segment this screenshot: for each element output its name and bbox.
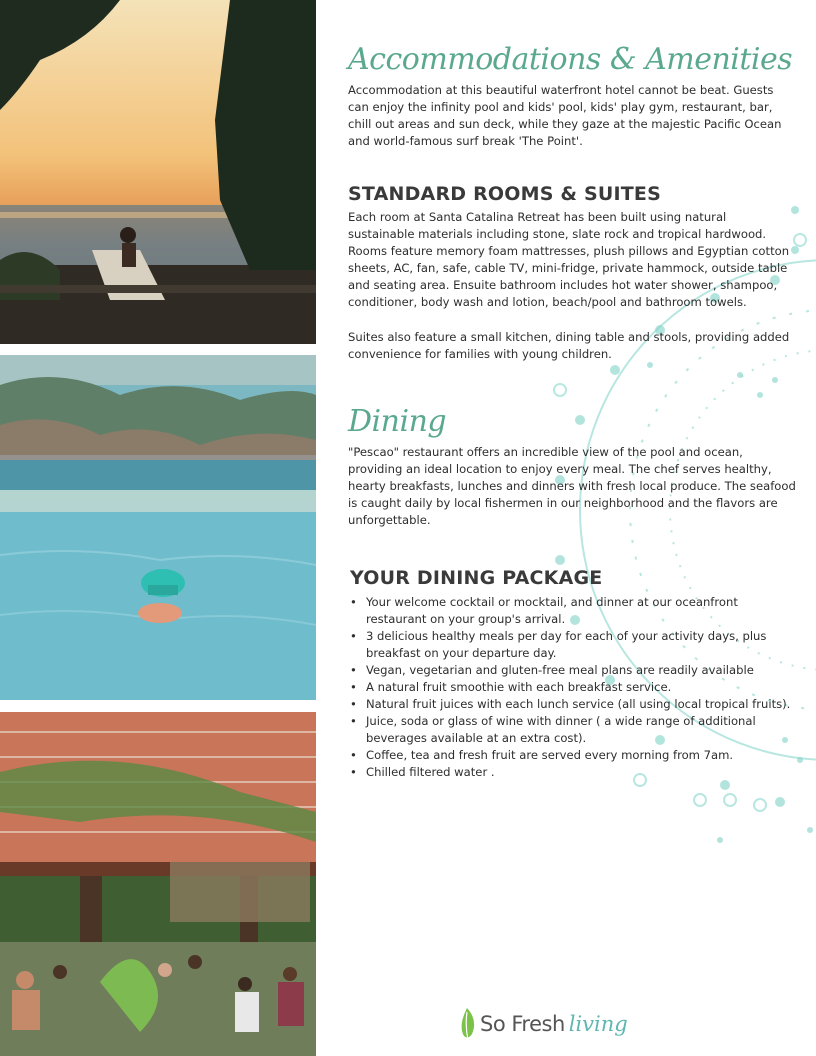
logo-word-so-fresh: So Fresh — [480, 1012, 565, 1036]
leaf-icon — [456, 1006, 478, 1042]
list-item: • Chilled filtered water . — [366, 764, 798, 781]
sunset-beach-photo — [0, 0, 316, 344]
list-item: • Natural fruit juices with each lunch service (all using local tropical fruits). — [366, 696, 798, 713]
rooms-section — [348, 182, 796, 363]
dining-package-list — [350, 594, 798, 781]
list-item: • A natural fruit smoothie with each breakfast service. — [366, 679, 798, 696]
dining-heading: Dining — [348, 404, 447, 439]
so-fresh-living-logo — [456, 998, 628, 1050]
logo-word-living: living — [568, 1012, 628, 1036]
dining-section — [348, 404, 796, 529]
list-item: • Coffee, tea and fresh fruit are served every morning from 7am. — [366, 747, 798, 764]
dining-package-heading: YOUR DINING PACKAGE — [350, 567, 603, 589]
yoga-pavilion-photo — [0, 712, 316, 1056]
list-item: • Vegan, vegetarian and gluten-free meal plans are readily available — [366, 662, 798, 679]
list-item: • Juice, soda or glass of wine with dinner ( a wide range of additional beverages available at an extra cost). — [366, 713, 798, 747]
ocean-swimmer-photo — [0, 355, 316, 700]
list-item: • Your welcome cocktail or mocktail, and dinner at our oceanfront restaurant on your group's arrival. — [366, 594, 798, 628]
accommodations-heading: Accommodations & Amenities — [348, 42, 793, 77]
suites-text: Suites also feature a small kitchen, dining table and stools, providing added convenience for families with young children. — [348, 329, 790, 361]
accommodations-text: Accommodation at this beautiful waterfront hotel cannot be beat. Guests can enjoy the infinity pool and kids' pool, kids' play gym, restaurant, bar, chill out areas and sun deck, while they gaze at the majestic Pacific Ocean and world-famous surf break 'The Point'. — [348, 83, 782, 149]
dining-text: "Pescao" restaurant offers an incredible view of the pool and ocean, providing an ideal location to enjoy every meal. The chef serves healthy, hearty breakfasts, lunches and dinners with fresh local produce. The seafood is caught daily by local fishermen in our neighborhood and the flavors are unforgettable. — [348, 445, 796, 528]
list-item: • 3 delicious healthy meals per day for each of your activity days, plus breakfast on your departure day. — [366, 628, 798, 662]
accommodations-section — [348, 42, 796, 150]
dining-package-section — [350, 566, 798, 781]
rooms-text: Each room at Santa Catalina Retreat has been built using natural sustainable materials including stone, slate rock and tropical hardwood. Rooms feature memory foam mattresses, plush pillows and Egyptian cotton sheets, AC, fan, safe, cable TV, mini-fridge, private hammock, outside table and seating area. Ensuite bathroom includes hot water shower, shampoo, conditioner, body wash and lotion, beach/pool and bathroom towels. — [348, 210, 790, 310]
rooms-heading: STANDARD ROOMS & SUITES — [348, 183, 661, 205]
